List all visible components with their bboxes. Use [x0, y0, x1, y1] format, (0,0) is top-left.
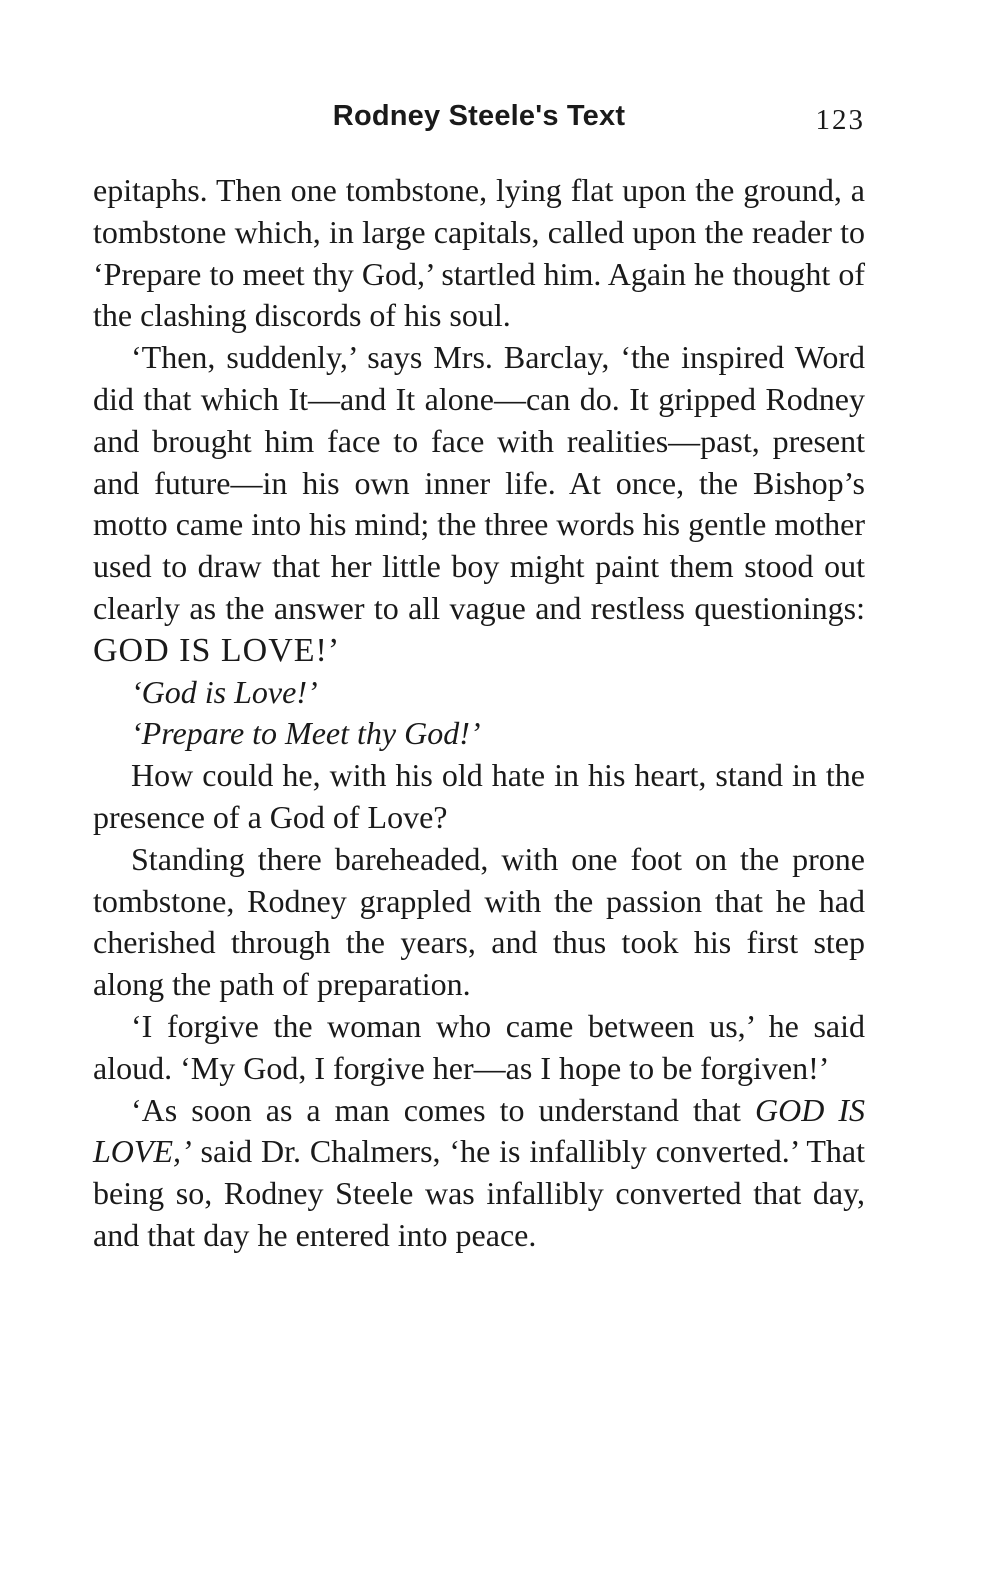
- paragraph-standing: Standing there bareheaded, with one foot on the prone tombstone, Rodney grappled with the passion that he had cherished through the years, and thus took his first step along the path of preparation.: [93, 840, 865, 1003]
- paragraph-forgive: ‘I forgive the woman who came between us,’ he said aloud. ‘My God, I forgive her—as I hope to be forgiven!’: [93, 1007, 865, 1086]
- paragraph-chalmers: [93, 1090, 865, 1257]
- god-is-love-caps: GOD IS LOVE!’: [93, 631, 341, 669]
- body-text: [93, 170, 865, 1257]
- god-is-love-italic: GOD IS LOVE,’: [93, 1091, 866, 1170]
- running-title: Rodney Steele's Text: [332, 100, 626, 132]
- verse-god-is-love: ‘God is Love!’: [131, 673, 318, 710]
- page-number: 123: [815, 104, 865, 136]
- paragraph-continuation: epitaphs. Then one tombstone, lying flat upon the ground, a tombstone which, in large capitals, called upon the reader to ‘Prepare to meet thy God,’ startled him. Again he thought of the clashing discords of his soul.: [93, 172, 865, 334]
- verse-prepare-to-meet: ‘Prepare to Meet thy God!’: [131, 715, 481, 752]
- paragraph-text: ‘As soon as a man comes to understand that: [131, 1091, 755, 1128]
- paragraph-text: said Dr. Chalmers, ‘he is infallibly converted.’ That being so, Rodney Steele was infallibly converted that day, and that day he entered into peace.: [93, 1133, 865, 1253]
- paragraph-question: How could he, with his old hate in his heart, stand in the presence of a God of Love?: [93, 757, 865, 835]
- paragraph-barclay-quote: [93, 337, 865, 671]
- paragraph-text: ‘Then, suddenly,’ says Mrs. Barclay, ‘the inspired Word did that which It—and It alone—can do. It gripped Rodney and brought him face to face with realities—past, present and future—in his own inner life. At once, the Bishop’s motto came into his mind; the three words his gentle mother used to draw that her little boy might paint them stood out clearly as the answer to all vague and restless questionings:: [93, 339, 865, 626]
- page-header: [93, 100, 865, 144]
